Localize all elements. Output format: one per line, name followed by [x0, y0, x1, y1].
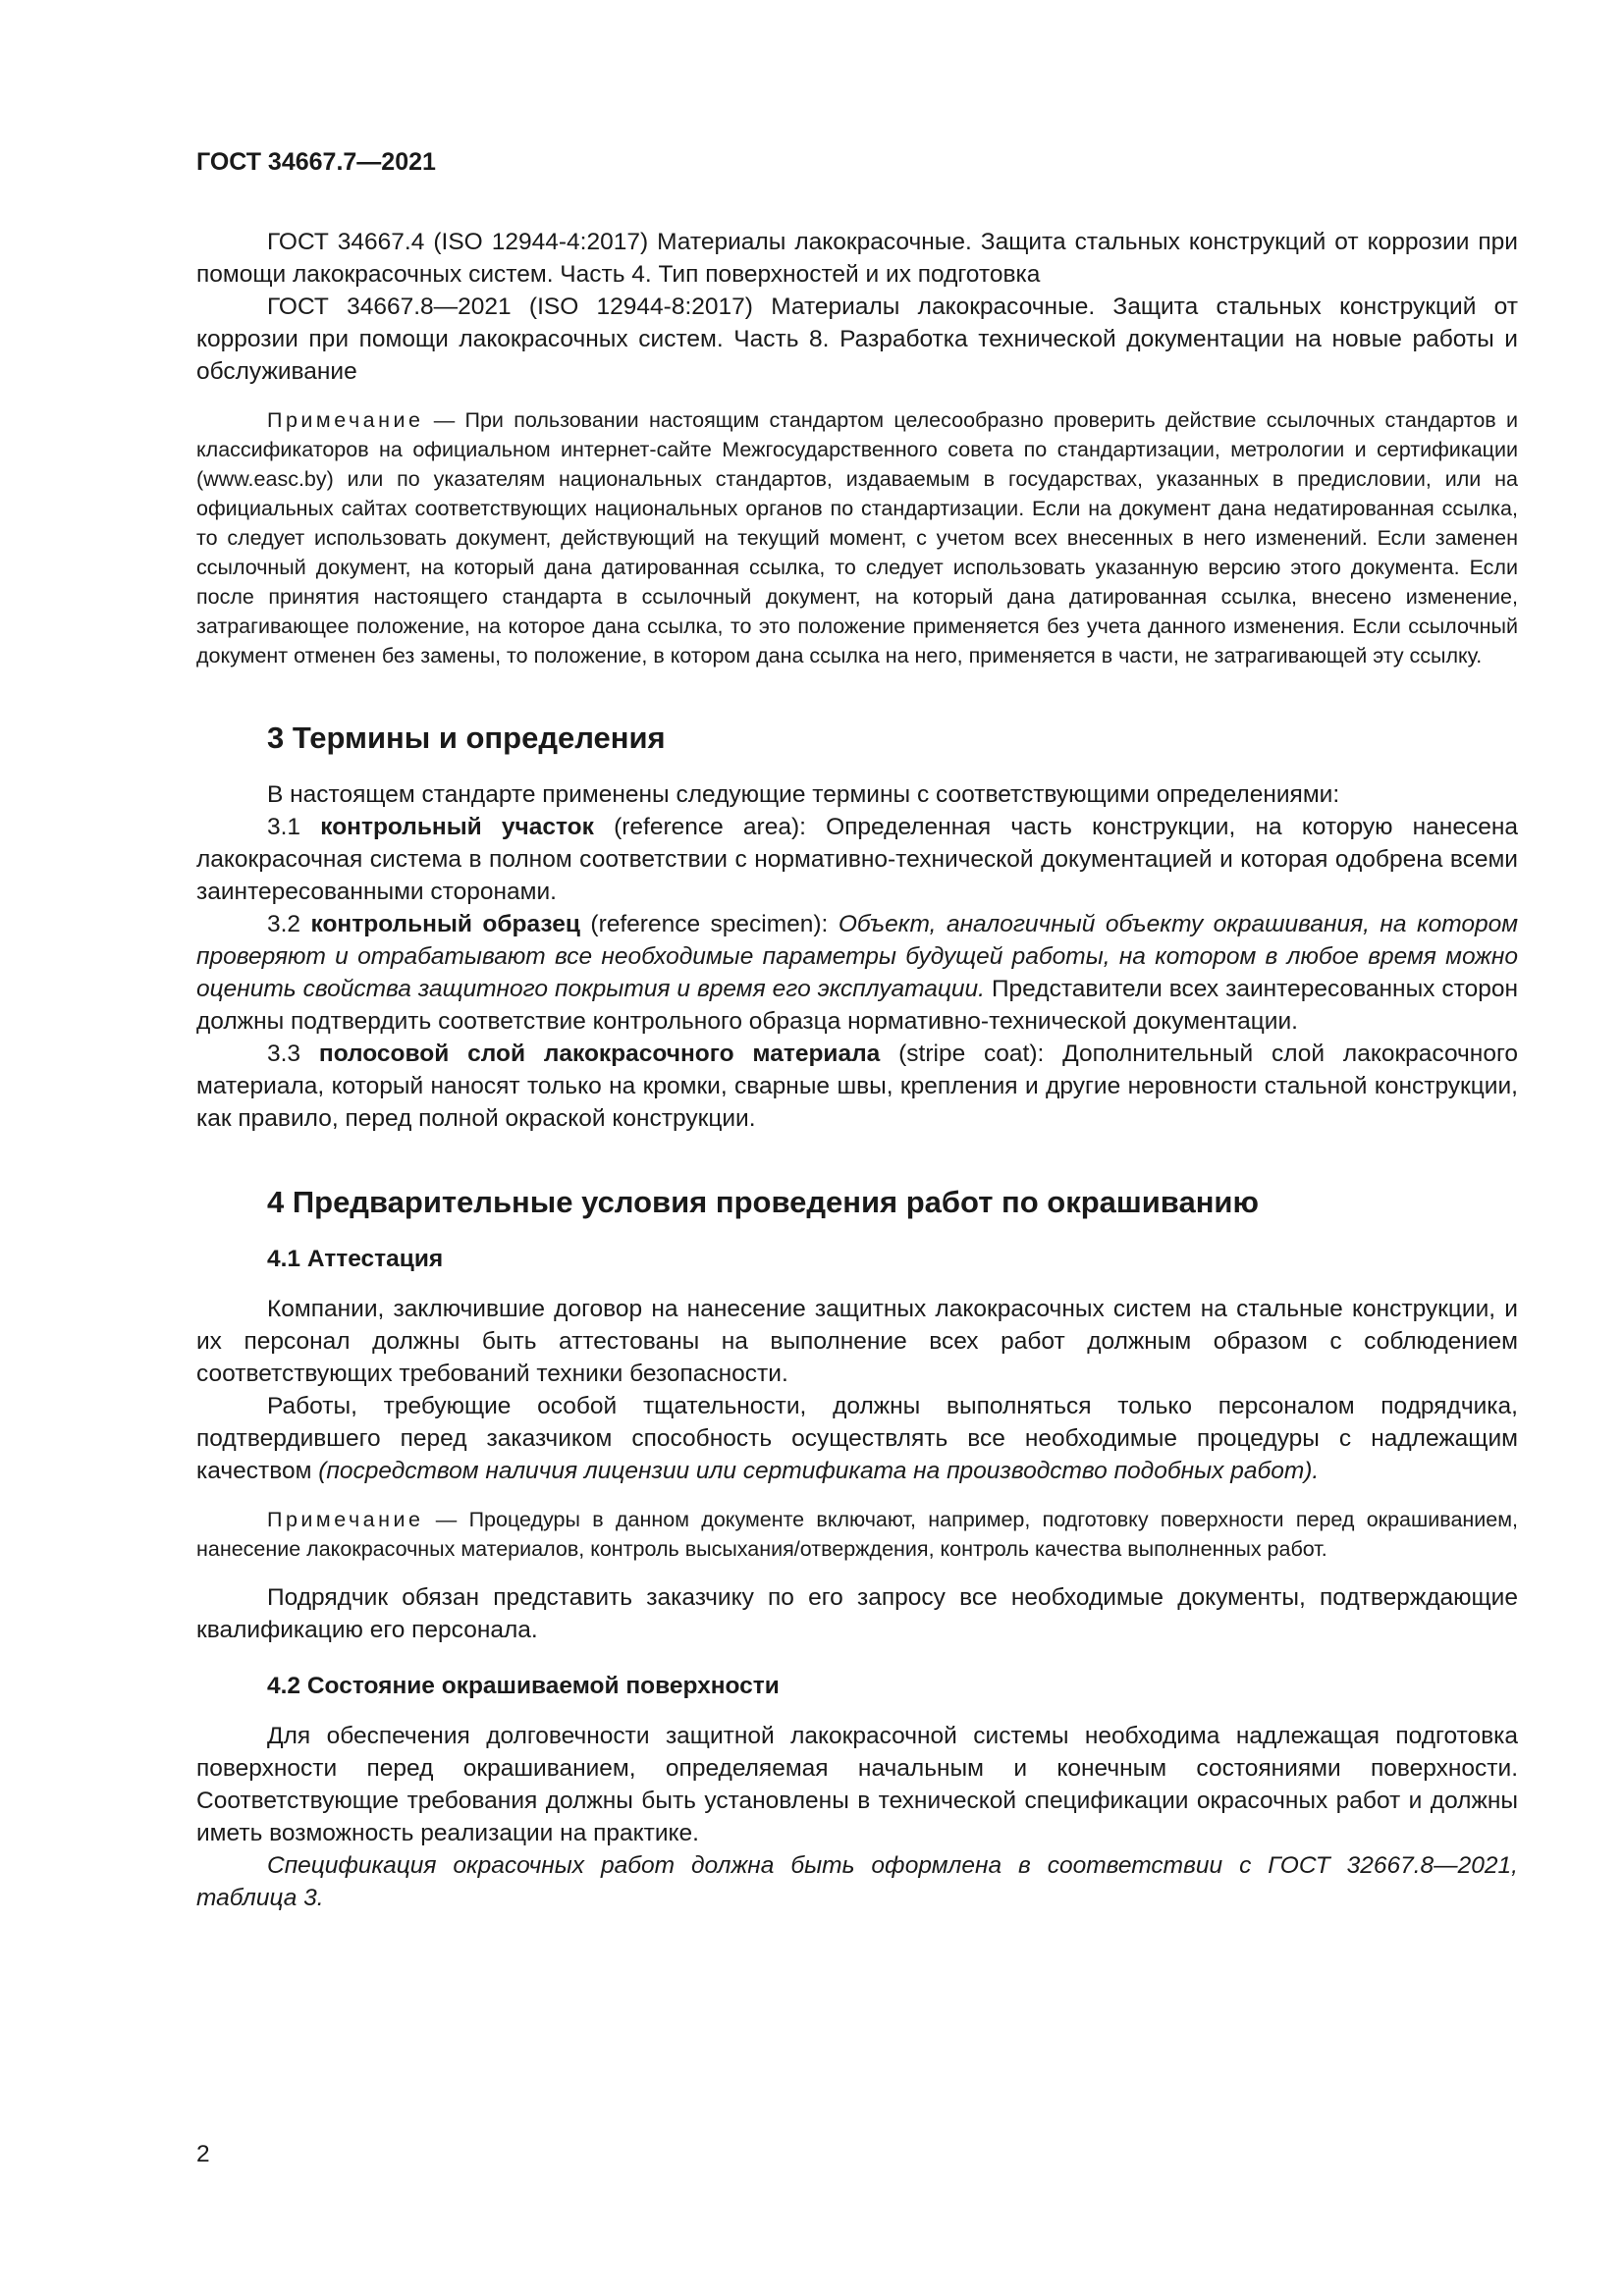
term-3-1: [196, 811, 1518, 908]
term-name: полосовой слой лакокрасочного материала: [318, 1041, 881, 1067]
note-text: Процедуры в данном документе включают, например, подготовку поверхности перед окрашиванием, нанесение лакокрасочных материалов, контроль высыхания/отверждения, контроль качества выполненных работ.: [196, 1508, 1518, 1561]
term-definition: (stripe coat): Дополнительный слой лакокрасочного материала, который наносят только на кромки, сварные швы, крепления и другие неровности стальной конструкции, как правило, перед полной окраской конструкции.: [196, 1041, 1518, 1132]
note-dash: —: [423, 1508, 469, 1531]
document-code-header: ГОСТ 34667.7—2021: [196, 148, 436, 176]
section-3-heading: 3 Термины и определения: [267, 721, 666, 755]
term-definition: Представители всех заинтересованных сторон должны подтвердить соответствие контрольного образца нормативно-технической документации.: [196, 976, 1518, 1035]
subsection-4-2-heading: 4.2 Состояние окрашиваемой поверхности: [267, 1673, 780, 1699]
term-definition: (reference area): Определенная часть конструкции, на которую нанесена лакокрасочная система в полном соответствии с нормативно-технической документацией и которая одобрена всеми заинтересованными сторонами.: [196, 814, 1518, 905]
note-label: Примечание: [267, 408, 424, 432]
paragraph-contractor-documents: Подрядчик обязан представить заказчику по его запросу все необходимые документы, подтверждающие квалификацию его персонала.: [196, 1584, 1518, 1643]
term-number: 3.3: [267, 1041, 319, 1067]
note-text: При пользовании настоящим стандартом целесообразно проверить действие ссылочных стандартов и классификаторов на официальном интернет-сайте Межгосударственного совета по стандартизации, метрологии и сертификации (www.easc.by) или по указателям национальных стандартов, издаваемым в государствах, указанных в предисловии, или на официальных сайтах соответствующих национальных органов по стандартизации. Если на документ дана недатированная ссылка, то следует использовать документ, действующий на текущий момент, с учетом всех внесенных в него изменений. Если заменен ссылочный документ, на который дана датированная ссылка, то следует использовать указанную версию этого документа. Если после принятия настоящего стандарта в ссылочный документ, на который дана датированная ссылка, внесено изменение, затрагивающее положение, на которое дана ссылка, то это положение применяется без учета данного изменения. Если ссылочный документ отменен без замены, то положение, в котором дана ссылка на него, применяется в части, не затрагивающей эту ссылку.: [196, 408, 1518, 667]
paragraph-surface-preparation: Для обеспечения долговечности защитной лакокрасочной системы необходима надлежащая подготовка поверхности перед окрашиванием, определяемая начальным и конечным состояниями поверхности. Соответствующие требования должны быть установлены в технической спецификации окрасочных работ и должны иметь возможность реализации на практике.: [196, 1723, 1518, 1846]
term-name: контрольный участок: [320, 814, 594, 840]
paragraph-italic: Спецификация окрасочных работ должна быть оформлена в соответствии с ГОСТ 32667.8—2021, таблица 3.: [196, 1852, 1518, 1911]
note-dash: —: [423, 408, 465, 432]
term-number: 3.2: [267, 911, 311, 937]
paragraph-text: Работы, требующие особой тщательности, должны выполняться только персоналом подрядчика, подтвердившего перед заказчиком способность осуществлять все необходимые процедуры с надлежащим качеством: [196, 1393, 1518, 1484]
normative-reference-gost-34667-8: ГОСТ 34667.8—2021 (ISO 12944-8:2017) Материалы лакокрасочные. Защита стальных конструкций от коррозии при помощи лакокрасочных систем. Часть 8. Разработка технической документации на новые работы и обслуживание: [196, 294, 1518, 385]
paragraph-italic: (посредством наличия лицензии или сертификата на производство подобных работ).: [318, 1458, 1320, 1484]
section-4-heading: 4 Предварительные условия проведения работ по окрашиванию: [267, 1185, 1259, 1219]
term-name: контрольный образец: [310, 911, 580, 937]
term-english: (reference specimen):: [579, 911, 839, 937]
note-procedures: [196, 1505, 1518, 1564]
normative-reference-gost-34667-4: ГОСТ 34667.4 (ISO 12944-4:2017) Материалы лакокрасочные. Защита стальных конструкций от коррозии при помощи лакокрасочных систем. Часть 4. Тип поверхностей и их подготовка: [196, 229, 1518, 288]
term-3-3: [196, 1038, 1518, 1135]
section-3-intro: В настоящем стандарте применены следующие термины с соответствующими определениями:: [267, 781, 1340, 808]
note-references: [196, 405, 1518, 670]
paragraph-certification-2: [196, 1390, 1518, 1487]
note-label: Примечание: [267, 1508, 424, 1531]
paragraph-specification: [196, 1849, 1518, 1914]
term-definition-italic: Объект, аналогичный объекту окрашивания, на котором проверяют и отрабатывают все необходимые параметры будущей работы, на котором в любое время можно оценить свойства защитного покрытия и время его эксплуатации.: [196, 911, 1518, 1002]
term-number: 3.1: [267, 814, 321, 840]
paragraph-certification-1: Компании, заключившие договор на нанесение защитных лакокрасочных систем на стальные конструкции, и их персонал должны быть аттестованы на выполнение всех работ должным образом с соблюдением соответствующих требований техники безопасности.: [196, 1296, 1518, 1387]
term-3-2: [196, 908, 1518, 1038]
page-number: 2: [196, 2141, 210, 2167]
document-page: [196, 147, 1518, 1914]
subsection-4-1-heading: 4.1 Аттестация: [267, 1246, 444, 1272]
